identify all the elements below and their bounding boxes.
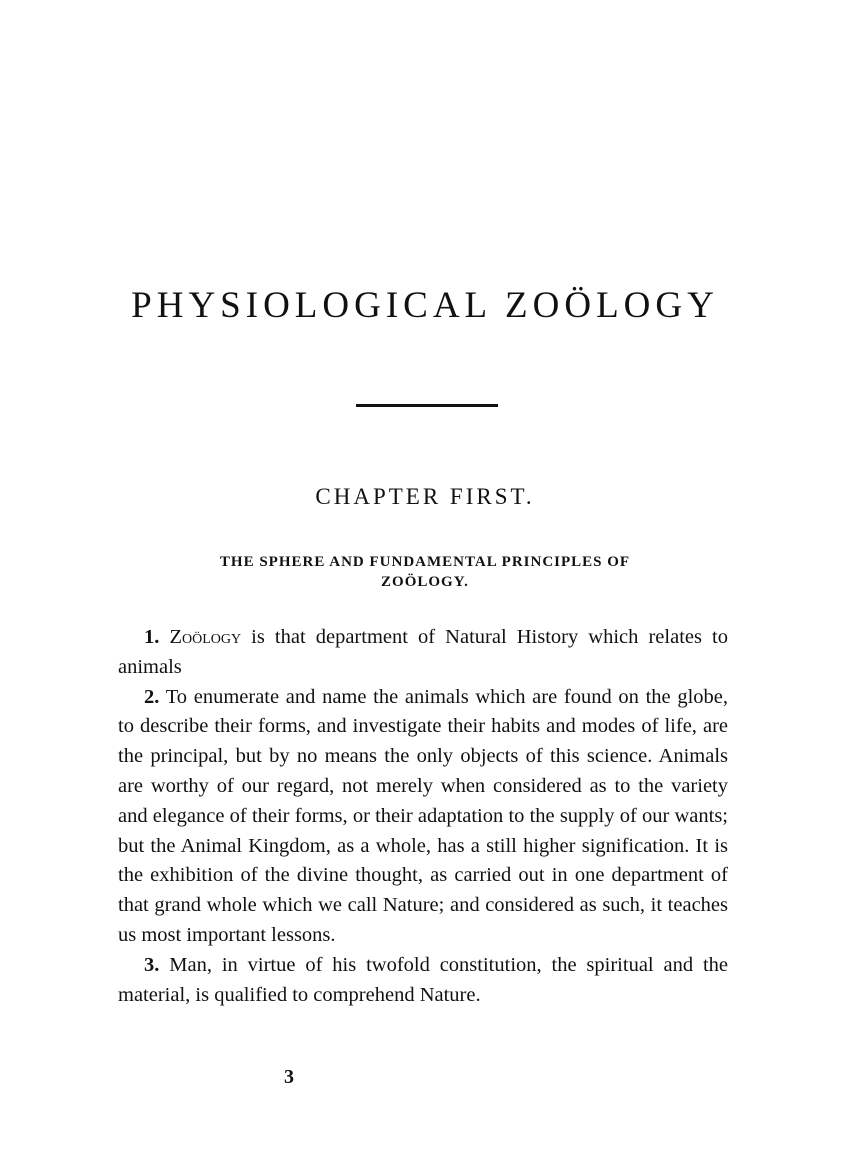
paragraph-text: is that department of Natural History which relates to animals xyxy=(118,626,728,678)
paragraph-text: Man, in virtue of his twofold constitution, the spiritual and the material, is qualified to comprehend Nature. xyxy=(118,953,728,1006)
book-title: PHYSIOLOGICAL ZOÖLOGY xyxy=(131,285,719,326)
term-zoology: Zoölogy xyxy=(169,626,242,648)
title-divider xyxy=(356,404,498,407)
paragraph-2 xyxy=(118,683,728,951)
page-number: 3 xyxy=(284,1066,294,1088)
section-heading xyxy=(140,552,710,592)
section-heading-line-2: ZOÖLOGY. xyxy=(381,574,469,590)
paragraph-1 xyxy=(118,623,728,683)
paragraph-number: 3. xyxy=(144,953,160,976)
paragraph-3 xyxy=(118,951,728,1011)
chapter-heading: CHAPTER FIRST. xyxy=(315,484,535,509)
paragraph-text: To enumerate and name the animals which are found on the globe, to describe their forms, and investigate their habits and modes of life, are the principal, but by no means the only objects of this science. Animals are worthy of our regard, not merely when considered as to the variety and elegance of their forms, or their adaptation to the supply of our wants; but the Animal Kingdom, as a whole, has a still higher signification. It is the exhibition of the divine thought, as carried out in one department of that grand whole which we call Nature; and considered as such, it teaches us most important lessons. xyxy=(118,685,728,946)
body-text xyxy=(118,623,728,1010)
paragraph-number: 2. xyxy=(144,685,160,708)
section-heading-line-1: THE SPHERE AND FUNDAMENTAL PRINCIPLES OF xyxy=(219,554,631,570)
paragraph-number: 1. xyxy=(144,626,160,648)
